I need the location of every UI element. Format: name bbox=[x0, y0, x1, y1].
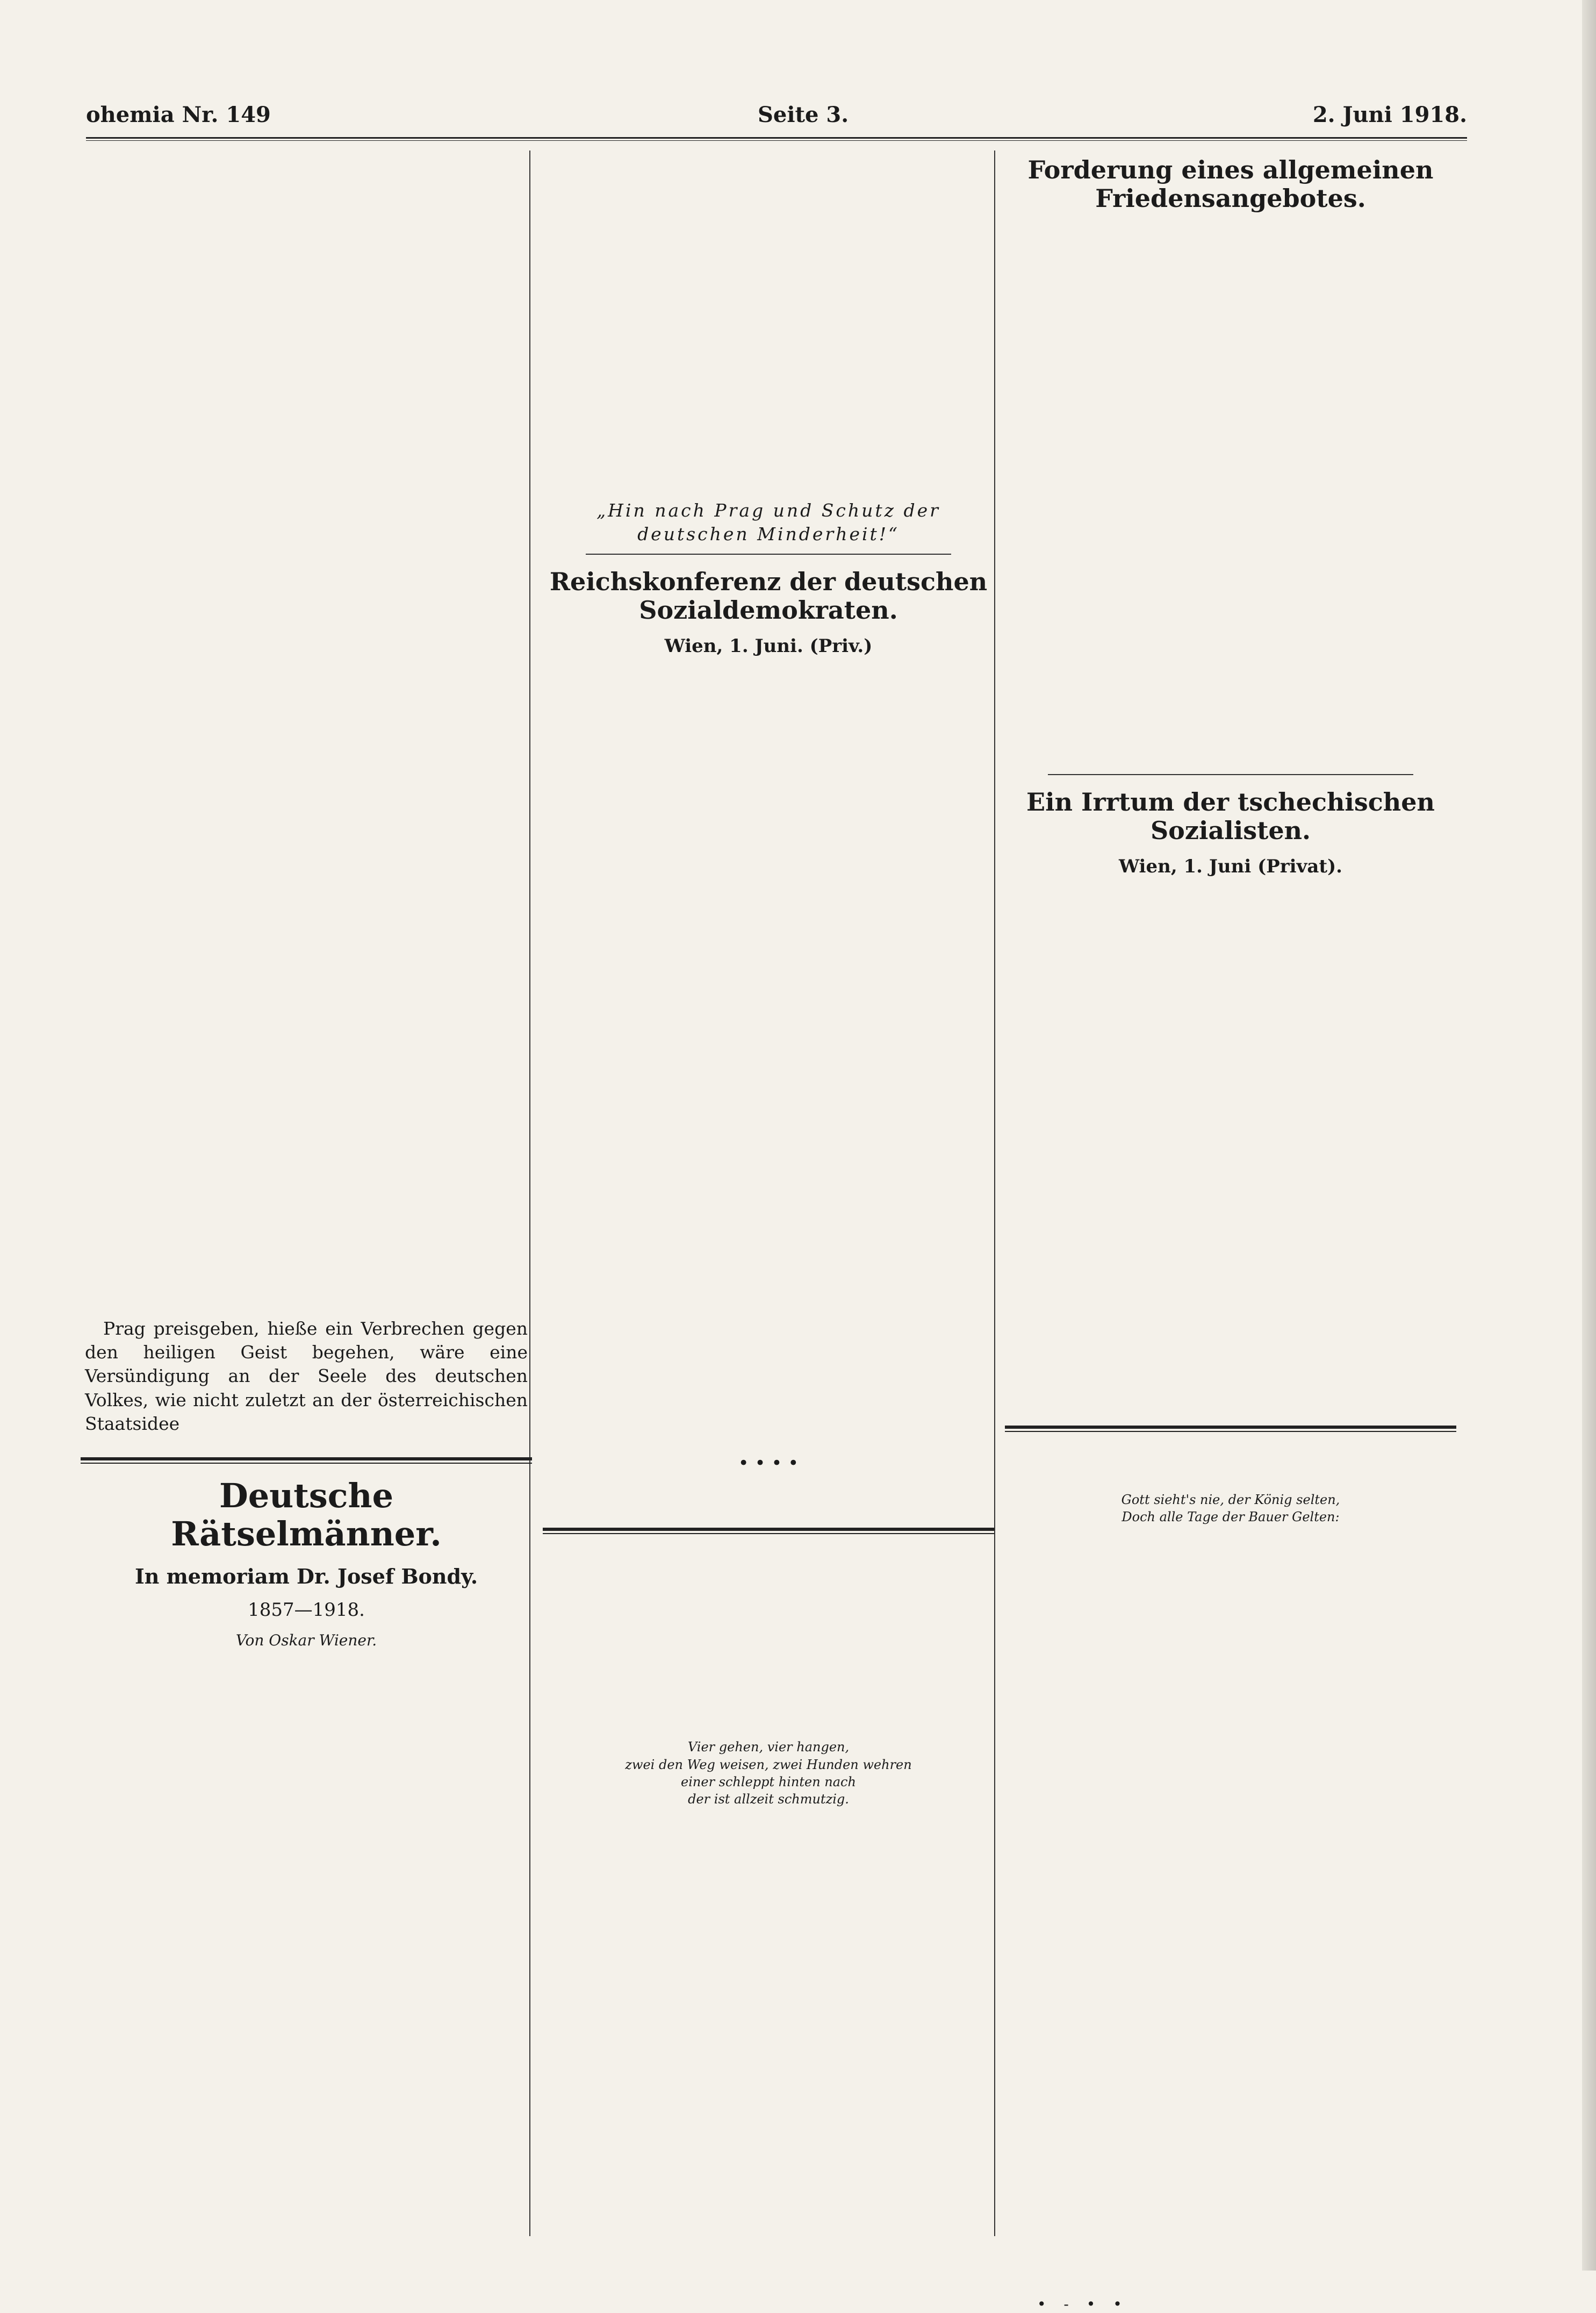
feuilleton-dates: 1857—1918. bbox=[248, 1599, 365, 1621]
feuilleton-title: Deutsche Rätselmänner. bbox=[171, 1476, 442, 1554]
page-number: Seite 3. bbox=[758, 102, 849, 127]
irrtum-title: Ein Irrtum der tschechischen Sozialisten. bbox=[1026, 787, 1435, 845]
reichskonferenz-title: Reichskonferenz der deutschen Sozialdemokraten. bbox=[549, 567, 988, 625]
header-rule bbox=[86, 137, 1467, 141]
feuilleton-rule bbox=[1005, 1426, 1456, 1432]
column-divider-2 bbox=[994, 151, 995, 2236]
page-header bbox=[86, 102, 1467, 140]
article-separator bbox=[1048, 774, 1413, 775]
ornament: • • • • bbox=[738, 1452, 799, 1474]
verse-line: Doch alle Tage der Bauer Gelten: bbox=[1121, 1509, 1340, 1524]
verse-line: der ist allzeit schmutzig. bbox=[688, 1792, 849, 1807]
newspaper-page bbox=[48, 81, 1467, 2313]
scan-edge-shadow bbox=[1582, 0, 1596, 2271]
riddle-verse bbox=[547, 1738, 990, 1808]
feuilleton-rule bbox=[543, 1528, 994, 1534]
reichskonferenz-dateline: Wien, 1. Juni. (Priv.) bbox=[664, 635, 873, 657]
verse-line: Vier gehen, vier hangen, bbox=[687, 1739, 850, 1755]
article-separator bbox=[586, 554, 951, 555]
proverb-verse bbox=[1009, 1491, 1452, 1526]
column-1 bbox=[81, 151, 532, 1649]
verse-line: einer schleppt hinten nach bbox=[681, 1774, 856, 1789]
feuilleton-subtitle: In memoriam Dr. Josef Bondy. bbox=[134, 1564, 478, 1588]
verse-line: zwei den Weg weisen, zwei Hunden wehren bbox=[625, 1757, 912, 1772]
column-3 bbox=[1005, 151, 1456, 1531]
footer-mark: • - • • bbox=[1037, 2295, 1128, 2313]
friedensangebot-title: Forderung eines allgemeinen Friedensangebotes. bbox=[1027, 155, 1434, 213]
col3-feuilleton-illegible-body bbox=[1005, 1437, 1456, 1486]
feuilleton-author: Von Oskar Wiener. bbox=[235, 1631, 377, 1649]
reichskonferenz-illegible-body bbox=[543, 657, 994, 1442]
col2-top-quote: „Hin nach Prag und Schutz der deutschen Minderheit!“ bbox=[596, 500, 940, 545]
col2-feuilleton-illegible-body bbox=[543, 1539, 994, 1733]
irrtum-dateline: Wien, 1. Juni (Privat). bbox=[1118, 855, 1343, 877]
paper-issue-label: ohemia Nr. 149 bbox=[86, 102, 271, 127]
column-2 bbox=[543, 151, 994, 1814]
friedensangebot-illegible-body bbox=[1005, 213, 1456, 767]
verse-line: Gott sieht's nie, der König selten, bbox=[1121, 1492, 1340, 1507]
feuilleton-rule bbox=[81, 1457, 532, 1464]
feuilleton bbox=[81, 1477, 532, 1649]
col1-illegible-body bbox=[81, 151, 532, 1317]
issue-date: 2. Juni 1918. bbox=[1312, 102, 1467, 127]
irrtum-illegible-body bbox=[1005, 877, 1456, 1372]
col1-top-fragment: Prag preisgeben, hieße ein Verbrechen gegen den heiligen Geist begehen, wäre eine Versündigung an der Seele des deutschen Volkes, wie nicht zuletzt an der österreichischen Staatsidee bbox=[85, 1318, 528, 1434]
col2-illegible-body bbox=[543, 151, 994, 495]
